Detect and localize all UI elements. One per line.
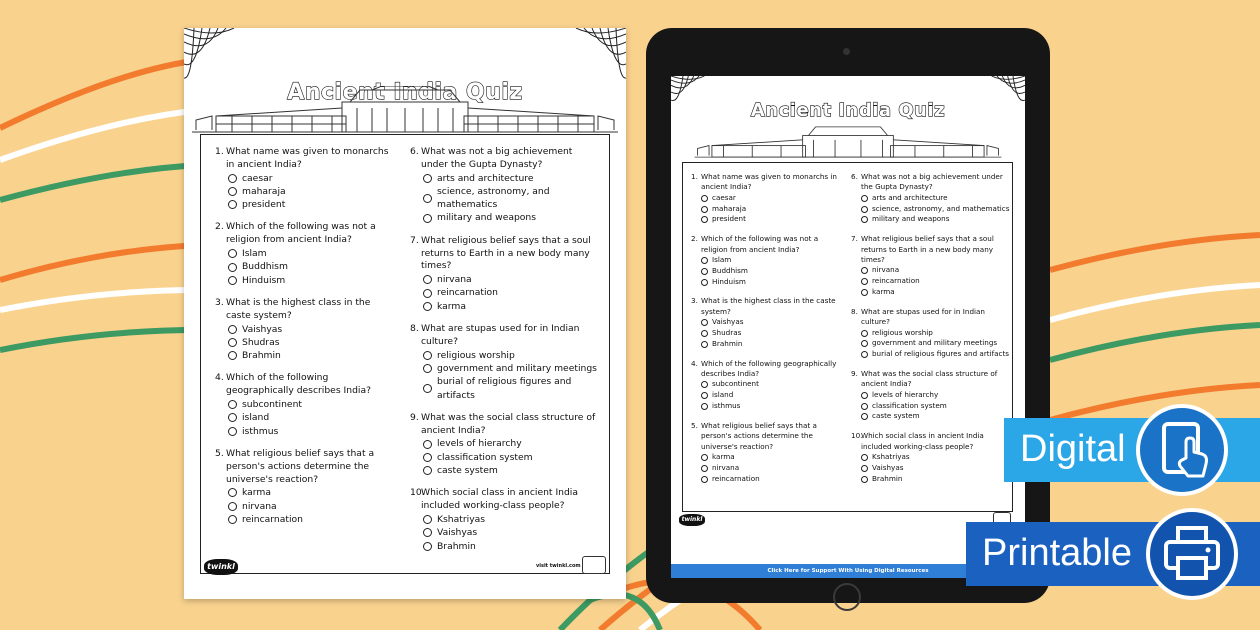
worksheet-title: Ancient India Quiz — [750, 100, 946, 121]
question-text — [691, 421, 843, 452]
radio-circle-icon[interactable] — [861, 465, 868, 472]
question-number: 7. — [851, 234, 858, 244]
answer-option[interactable] — [851, 338, 1011, 349]
option-label: Brahmin — [872, 473, 903, 483]
option-label: religious worship — [437, 349, 515, 361]
option-label: Kshatriyas — [437, 513, 486, 525]
radio-circle-icon[interactable] — [423, 466, 432, 475]
quiz-question — [410, 323, 602, 402]
question-text — [851, 307, 1011, 328]
question-label: Which social class in ancient India included working-class people? — [861, 431, 984, 451]
answer-option[interactable] — [215, 411, 395, 424]
question-text — [215, 448, 395, 486]
corner-curtain-right — [566, 28, 626, 88]
question-text — [410, 235, 602, 273]
answer-option[interactable] — [215, 198, 395, 211]
answer-option[interactable] — [410, 437, 602, 450]
question-label: What religious belief says that a person's actions determine the universe's reaction? — [226, 447, 375, 485]
answer-option[interactable] — [410, 375, 602, 402]
question-label: Which social class in ancient India included working-class people? — [421, 487, 578, 512]
option-label: arts and architecture — [872, 192, 948, 202]
answer-option[interactable] — [851, 349, 1011, 360]
option-label: government and military meetings — [872, 338, 998, 348]
twinkl-logo: twinkl — [679, 514, 705, 526]
radio-circle-icon[interactable] — [701, 257, 708, 264]
quiz-question — [410, 412, 602, 477]
radio-circle-icon[interactable] — [701, 341, 708, 348]
radio-circle-icon[interactable] — [228, 187, 237, 196]
answer-option[interactable] — [215, 323, 395, 336]
radio-circle-icon[interactable] — [228, 174, 237, 183]
quiz-question — [215, 297, 395, 362]
answer-option[interactable] — [410, 172, 602, 185]
question-text — [851, 172, 1011, 193]
question-text — [851, 234, 1011, 265]
radio-circle-icon[interactable] — [701, 392, 708, 399]
tablet-device — [646, 28, 1050, 603]
radio-circle-icon[interactable] — [861, 392, 868, 399]
question-number: 4. — [691, 358, 698, 368]
answer-option[interactable] — [215, 336, 395, 349]
option-label: island — [712, 390, 734, 400]
radio-circle-icon[interactable] — [701, 454, 708, 461]
question-label: What are stupas used for in Indian culture? — [861, 306, 985, 327]
question-label: What religious belief says that a person's actions determine the universe's reaction? — [701, 420, 817, 451]
radio-circle-icon[interactable] — [423, 542, 432, 551]
radio-circle-icon[interactable] — [861, 351, 868, 358]
radio-circle-icon[interactable] — [228, 427, 237, 436]
radio-circle-icon[interactable] — [861, 454, 868, 461]
questions-column-left — [691, 172, 843, 493]
tablet-screen — [671, 76, 1025, 578]
option-label: Hinduism — [242, 274, 286, 286]
radio-circle-icon[interactable] — [861, 403, 868, 410]
question-number: 5. — [215, 447, 224, 459]
question-number: 5. — [691, 420, 698, 430]
radio-circle-icon[interactable] — [228, 351, 237, 360]
quiz-question — [215, 221, 395, 286]
question-number: 4. — [215, 372, 224, 384]
answer-option[interactable] — [215, 185, 395, 198]
radio-circle-icon[interactable] — [701, 206, 708, 213]
quiz-question — [851, 172, 1011, 225]
option-label: levels of hierarchy — [437, 438, 522, 450]
question-label: What was not a big achievement under the Gupta Dynasty? — [421, 146, 573, 170]
radio-circle-icon[interactable] — [861, 195, 868, 202]
question-label: What was the social class structure of ancient India? — [861, 369, 998, 389]
question-text — [215, 221, 395, 247]
answer-option[interactable] — [215, 513, 395, 526]
question-label: What is the highest class in the caste system? — [701, 296, 836, 316]
questions-column-left — [215, 146, 395, 536]
option-label: caste system — [872, 411, 920, 421]
printer-icon — [1150, 512, 1234, 596]
question-text — [691, 359, 843, 380]
radio-circle-icon[interactable] — [228, 515, 237, 524]
question-label: What religious belief says that a soul returns to Earth in a new body many times? — [861, 234, 994, 265]
option-label: Brahmin — [242, 350, 281, 362]
radio-circle-icon[interactable] — [228, 488, 237, 497]
digital-badge — [1004, 418, 1260, 482]
answer-option[interactable] — [215, 247, 395, 260]
questions-column-right — [851, 172, 1011, 493]
camera-icon — [843, 48, 850, 55]
option-label: president — [242, 199, 286, 211]
quiz-question — [691, 234, 843, 287]
option-label: burial of religious figures and artifacts — [437, 376, 572, 401]
question-number: 3. — [691, 296, 698, 306]
radio-circle-icon[interactable] — [423, 364, 432, 373]
answer-option[interactable] — [215, 486, 395, 499]
answer-option[interactable] — [410, 513, 602, 526]
radio-circle-icon[interactable] — [423, 351, 432, 360]
radio-circle-icon[interactable] — [701, 381, 708, 388]
option-label: Vaishyas — [872, 462, 904, 472]
radio-circle-icon[interactable] — [701, 279, 708, 286]
answer-option[interactable] — [691, 401, 843, 412]
quiz-question — [215, 372, 395, 437]
answer-option[interactable] — [691, 214, 843, 225]
option-label: Buddhism — [712, 265, 748, 275]
radio-circle-icon[interactable] — [423, 453, 432, 462]
answer-option[interactable] — [851, 214, 1011, 225]
questions-column-right — [410, 146, 602, 563]
question-number: 10. — [410, 487, 425, 499]
option-label: government and military meetings — [437, 362, 597, 374]
radio-circle-icon[interactable] — [861, 216, 868, 223]
option-label: island — [242, 412, 270, 424]
answer-option[interactable] — [410, 464, 602, 477]
option-label: science, astronomy, and mathematics — [872, 203, 1010, 213]
option-label: karma — [872, 287, 895, 297]
answer-option[interactable] — [691, 328, 843, 339]
question-label: What was not a big achievement under the Gupta Dynasty? — [861, 172, 1003, 192]
radio-circle-icon[interactable] — [423, 275, 432, 284]
option-label: Kshatriyas — [872, 452, 910, 462]
option-label: Islam — [712, 255, 732, 265]
question-text — [691, 296, 843, 317]
answer-option[interactable] — [691, 266, 843, 277]
answer-option[interactable] — [215, 172, 395, 185]
option-label: karma — [437, 300, 466, 312]
quiz-question — [215, 448, 395, 526]
option-label: Shudras — [712, 328, 742, 338]
radio-circle-icon[interactable] — [861, 413, 868, 420]
answer-option[interactable] — [410, 349, 602, 362]
option-label: subcontinent — [712, 379, 759, 389]
radio-circle-icon[interactable] — [423, 289, 432, 298]
answer-option[interactable] — [410, 540, 602, 553]
question-number: 2. — [215, 221, 224, 233]
option-label: maharaja — [242, 185, 286, 197]
quiz-question — [851, 307, 1011, 360]
answer-option[interactable] — [691, 204, 843, 215]
radio-circle-icon[interactable] — [701, 465, 708, 472]
option-label: Brahmin — [437, 540, 476, 552]
radio-circle-icon[interactable] — [861, 267, 868, 274]
radio-circle-icon[interactable] — [423, 384, 432, 393]
question-label: What name was given to monarchs in ancient India? — [226, 146, 389, 170]
radio-circle-icon[interactable] — [228, 263, 237, 272]
answer-option[interactable] — [851, 328, 1011, 339]
option-label: Hinduism — [712, 276, 746, 286]
radio-circle-icon[interactable] — [701, 330, 708, 337]
quiz-question — [851, 431, 1011, 484]
question-text — [410, 487, 602, 513]
printable-badge — [966, 522, 1260, 586]
option-label: Buddhism — [242, 261, 288, 273]
quiz-question — [410, 487, 602, 552]
option-label: Vaishyas — [712, 317, 744, 327]
quiz-question — [410, 235, 602, 313]
option-label: military and weapons — [872, 214, 950, 224]
radio-circle-icon[interactable] — [423, 528, 432, 537]
quiz-question — [851, 234, 1011, 298]
option-label: Brahmin — [712, 338, 743, 348]
option-label: nirvana — [437, 274, 472, 286]
question-label: Which of the following was not a religion from ancient India? — [226, 221, 376, 246]
radio-circle-icon[interactable] — [228, 200, 237, 209]
question-label: What are stupas used for in Indian culture? — [421, 323, 580, 347]
option-label: isthmus — [242, 425, 279, 437]
answer-option[interactable] — [851, 411, 1011, 422]
digital-circle — [1136, 404, 1228, 496]
radio-circle-icon[interactable] — [228, 413, 237, 422]
option-label: isthmus — [712, 401, 741, 411]
answer-option[interactable] — [851, 474, 1011, 485]
answer-option[interactable] — [691, 255, 843, 266]
question-text — [410, 412, 602, 438]
radio-circle-icon[interactable] — [861, 206, 868, 213]
question-number: 6. — [851, 172, 858, 181]
answer-option[interactable] — [851, 390, 1011, 401]
answer-option[interactable] — [851, 193, 1011, 204]
question-label: Which of the following was not a religion from ancient India? — [701, 234, 819, 254]
worksheet-title: Ancient India Quiz — [287, 80, 523, 105]
question-label: Which of the following geographically describes India? — [226, 372, 371, 397]
quiz-question — [410, 146, 602, 225]
support-link-bar[interactable]: Click Here for Support With Using Digital Resources — [671, 564, 1025, 578]
answer-option[interactable] — [410, 286, 602, 299]
answer-option[interactable] — [691, 452, 843, 463]
answer-option[interactable] — [215, 425, 395, 438]
answer-option[interactable] — [851, 452, 1011, 463]
question-label: Which of the following geographically describes India? — [701, 358, 837, 379]
radio-circle-icon[interactable] — [228, 249, 237, 258]
question-number: 8. — [410, 323, 419, 335]
radio-circle-icon[interactable] — [701, 216, 708, 223]
option-label: military and weapons — [437, 212, 537, 224]
option-label: reincarnation — [242, 513, 303, 525]
question-text — [410, 146, 602, 172]
radio-circle-icon[interactable] — [861, 476, 868, 483]
printable-worksheet — [184, 28, 626, 599]
radio-circle-icon[interactable] — [861, 289, 868, 296]
answer-option[interactable] — [691, 390, 843, 401]
radio-circle-icon[interactable] — [228, 502, 237, 511]
question-number: 2. — [691, 234, 698, 244]
radio-circle-icon[interactable] — [423, 214, 432, 223]
question-text — [410, 323, 602, 349]
option-label: science, astronomy, and mathematics — [437, 185, 550, 211]
option-label: karma — [712, 452, 735, 462]
radio-circle-icon[interactable] — [861, 340, 868, 347]
temple-illustration — [685, 124, 1011, 160]
answer-option[interactable] — [851, 265, 1011, 276]
question-number: 9. — [851, 369, 858, 379]
option-label: reincarnation — [712, 473, 760, 483]
option-label: nirvana — [872, 265, 900, 275]
question-text — [215, 146, 395, 172]
quiz-question — [691, 296, 843, 349]
option-label: Shudras — [242, 336, 280, 348]
radio-circle-icon[interactable] — [861, 278, 868, 285]
option-label: arts and architecture — [437, 172, 534, 184]
answer-option[interactable] — [691, 379, 843, 390]
option-label: maharaja — [712, 203, 747, 213]
answer-option[interactable] — [410, 273, 602, 286]
radio-circle-icon[interactable] — [701, 268, 708, 275]
option-label: caesar — [242, 172, 273, 184]
question-text — [851, 369, 1011, 390]
option-label: Vaishyas — [437, 527, 478, 539]
answer-option[interactable] — [691, 317, 843, 328]
answer-option[interactable] — [410, 451, 602, 464]
option-label: reincarnation — [437, 287, 498, 299]
answer-option[interactable] — [691, 339, 843, 350]
radio-circle-icon[interactable] — [701, 195, 708, 202]
radio-circle-icon[interactable] — [701, 319, 708, 326]
option-label: karma — [242, 487, 271, 499]
question-label: What religious belief says that a soul returns to Earth in a new body many times? — [421, 234, 591, 272]
answer-option[interactable] — [691, 463, 843, 474]
option-label: classification system — [437, 451, 533, 463]
answer-option[interactable] — [691, 193, 843, 204]
answer-option[interactable] — [851, 287, 1011, 298]
printable-label: Printable — [982, 532, 1132, 574]
option-label: nirvana — [712, 462, 740, 472]
radio-circle-icon[interactable] — [228, 276, 237, 285]
option-label: Vaishyas — [242, 323, 283, 335]
quiz-question — [691, 359, 843, 412]
answer-option[interactable] — [215, 349, 395, 362]
digital-label: Digital — [1020, 428, 1126, 470]
answer-option[interactable] — [215, 398, 395, 411]
question-text — [851, 431, 1011, 452]
answer-option[interactable] — [410, 300, 602, 313]
question-number: 8. — [851, 306, 858, 316]
question-number: 9. — [410, 411, 419, 423]
answer-option[interactable] — [851, 204, 1011, 215]
quiz-question — [691, 421, 843, 485]
option-label: religious worship — [872, 327, 933, 337]
option-label: caesar — [712, 192, 736, 202]
option-label: caste system — [437, 465, 498, 477]
question-number: 7. — [410, 234, 419, 246]
answer-option[interactable] — [215, 500, 395, 513]
question-number: 1. — [691, 172, 698, 181]
tablet-touch-icon — [1140, 408, 1224, 492]
temple-illustration — [192, 86, 618, 136]
radio-circle-icon[interactable] — [861, 330, 868, 337]
option-label: president — [712, 214, 746, 224]
answer-option[interactable] — [851, 276, 1011, 287]
radio-circle-icon[interactable] — [701, 403, 708, 410]
question-number: 1. — [215, 146, 224, 157]
quiz-question — [691, 172, 843, 225]
radio-circle-icon[interactable] — [423, 302, 432, 311]
radio-circle-icon[interactable] — [423, 515, 432, 524]
option-label: burial of religious figures and artifacts — [872, 349, 1010, 359]
answer-option[interactable] — [410, 185, 602, 212]
answer-option[interactable] — [215, 274, 395, 287]
twinkl-badge-icon — [582, 556, 606, 574]
option-label: classification system — [872, 400, 947, 410]
question-label: What is the highest class in the caste system? — [226, 296, 371, 321]
question-label: What was the social class structure of ancient India? — [421, 411, 596, 436]
radio-circle-icon[interactable] — [423, 440, 432, 449]
answer-option[interactable] — [851, 401, 1011, 412]
quiz-question — [851, 369, 1011, 422]
question-number: 6. — [410, 146, 419, 157]
question-text — [215, 372, 395, 398]
answer-option[interactable] — [410, 211, 602, 224]
quiz-question — [215, 146, 395, 211]
corner-curtain-left — [184, 28, 244, 88]
question-label: What name was given to monarchs in ancient India? — [701, 172, 837, 192]
question-text — [691, 234, 843, 255]
radio-circle-icon[interactable] — [228, 400, 237, 409]
home-button[interactable] — [833, 583, 861, 611]
answer-option[interactable] — [691, 277, 843, 288]
twinkl-logo: twinkl — [204, 559, 238, 575]
question-number: 10. — [851, 431, 863, 441]
question-text — [691, 172, 843, 193]
option-label: nirvana — [242, 500, 277, 512]
radio-circle-icon[interactable] — [423, 194, 432, 203]
digital-worksheet — [671, 76, 1025, 536]
answer-option[interactable] — [410, 362, 602, 375]
radio-circle-icon[interactable] — [228, 338, 237, 347]
radio-circle-icon[interactable] — [228, 325, 237, 334]
answer-option[interactable] — [691, 474, 843, 485]
answer-option[interactable] — [215, 260, 395, 273]
option-label: Islam — [242, 248, 267, 260]
option-label: subcontinent — [242, 399, 302, 411]
question-text — [215, 297, 395, 323]
printable-circle — [1146, 508, 1238, 600]
option-label: reincarnation — [872, 276, 920, 286]
option-label: levels of hierarchy — [872, 389, 939, 399]
question-number: 3. — [215, 296, 224, 308]
radio-circle-icon[interactable] — [701, 476, 708, 483]
answer-option[interactable] — [410, 526, 602, 539]
radio-circle-icon[interactable] — [423, 174, 432, 183]
answer-option[interactable] — [851, 463, 1011, 474]
footer-url: visit twinkl.com — [536, 563, 581, 569]
